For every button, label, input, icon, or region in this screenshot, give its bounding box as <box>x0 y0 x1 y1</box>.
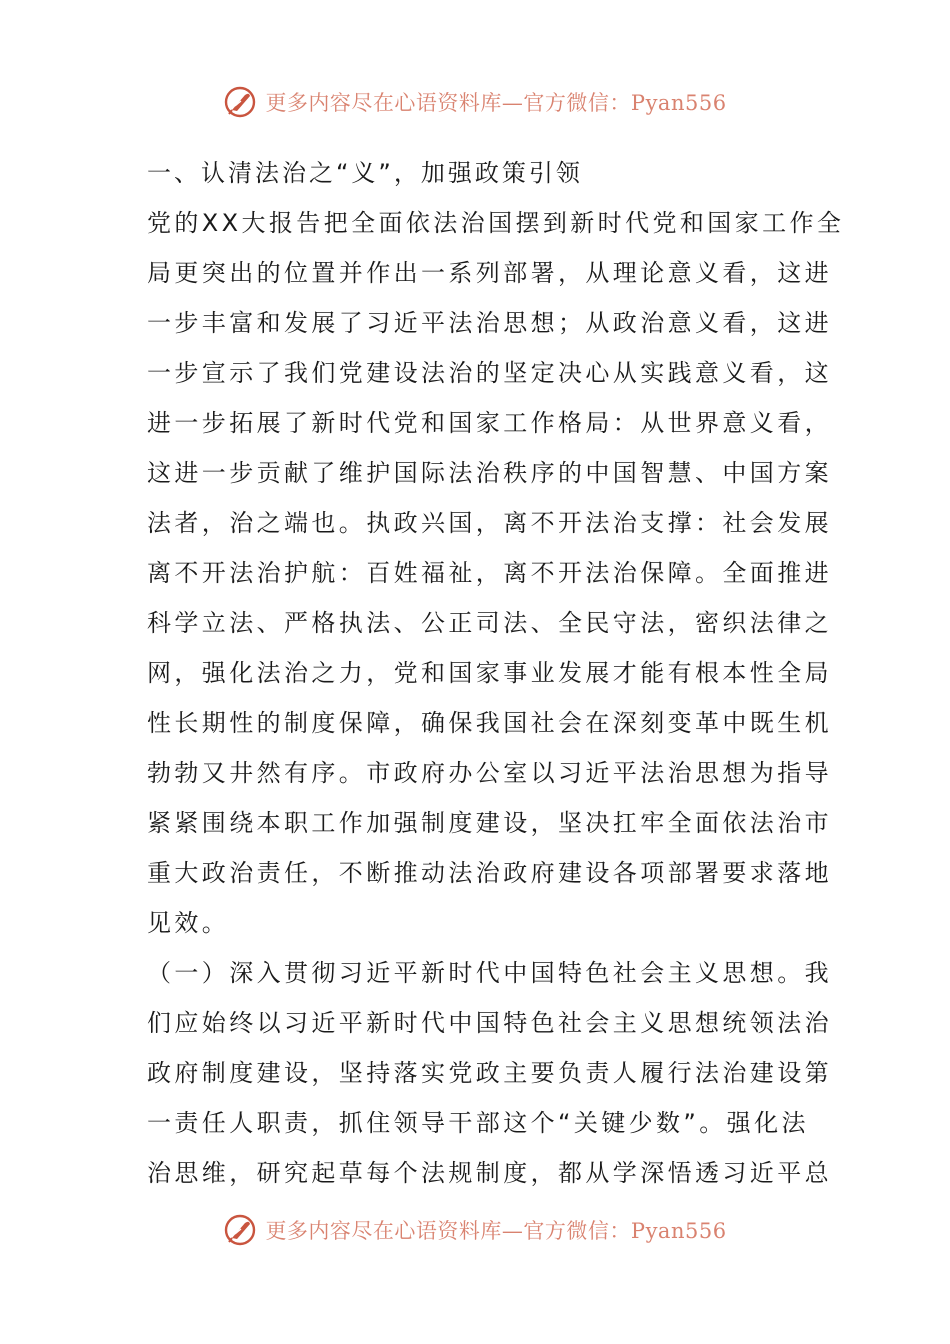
text-line: 一责任人职责，抓住领导干部这个“关键少数”。强化法 <box>147 1109 809 1137</box>
text-line: 离不开法治护航：百姓福祉，离不开法治保障。全面推进 <box>147 559 832 587</box>
paragraph-1 <box>147 198 845 948</box>
text-line: （一）深入贯彻习近平新时代中国特色社会主义思想。我 <box>147 959 832 987</box>
text-line: 党的XX大报告把全面依法治国摆到新时代党和国家工作全 <box>147 209 845 237</box>
text-line: 一步丰富和发展了习近平法治思想；从政治意义看，这进 <box>147 309 832 337</box>
watermark-header <box>0 82 950 122</box>
text-line: 科学立法、严格执法、公正司法、全民守法，密织法律之 <box>147 609 832 637</box>
watermark-text: 更多内容尽在心语资料库—官方微信：Pyan556 <box>265 1219 727 1243</box>
text-line: 紧紧围绕本职工作加强制度建设，坚决扛牢全面依法治市 <box>147 809 832 837</box>
quill-logo-icon <box>223 85 257 119</box>
text-line: 进一步拓展了新时代党和国家工作格局：从世界意义看， <box>147 409 832 437</box>
quill-logo-icon <box>223 1213 257 1247</box>
text-line: 们应始终以习近平新时代中国特色社会主义思想统领法治 <box>147 1009 832 1037</box>
paragraph-2 <box>147 948 832 1198</box>
text-line: 性长期性的制度保障，确保我国社会在深刻变革中既生机 <box>147 709 832 737</box>
text-line: 勃勃又井然有序。市政府办公室以习近平法治思想为指导 <box>147 759 832 787</box>
text-line: 局更突出的位置并作出一系列部署，从理论意义看，这进 <box>147 259 832 287</box>
text-line: 法者，治之端也。执政兴国，离不开法治支撑：社会发展 <box>147 509 832 537</box>
text-line: 政府制度建设，坚持落实党政主要负责人履行法治建设第 <box>147 1059 832 1087</box>
section-heading: 一、认清法治之“义”，加强政策引领 <box>147 159 583 187</box>
document-body <box>147 148 845 1198</box>
watermark-text: 更多内容尽在心语资料库—官方微信：Pyan556 <box>265 91 727 115</box>
text-line: 一步宣示了我们党建设法治的坚定决心从实践意义看，这 <box>147 359 832 387</box>
text-line: 网，强化法治之力，党和国家事业发展才能有根本性全局 <box>147 659 832 687</box>
text-line: 重大政治责任，不断推动法治政府建设各项部署要求落地 <box>147 859 832 887</box>
text-line: 治思维，研究起草每个法规制度，都从学深悟透习近平总 <box>147 1159 832 1187</box>
watermark-footer <box>0 1210 950 1250</box>
text-line: 见效。 <box>147 909 230 937</box>
text-line: 这进一步贡献了维护国际法治秩序的中国智慧、中国方案 <box>147 459 832 487</box>
